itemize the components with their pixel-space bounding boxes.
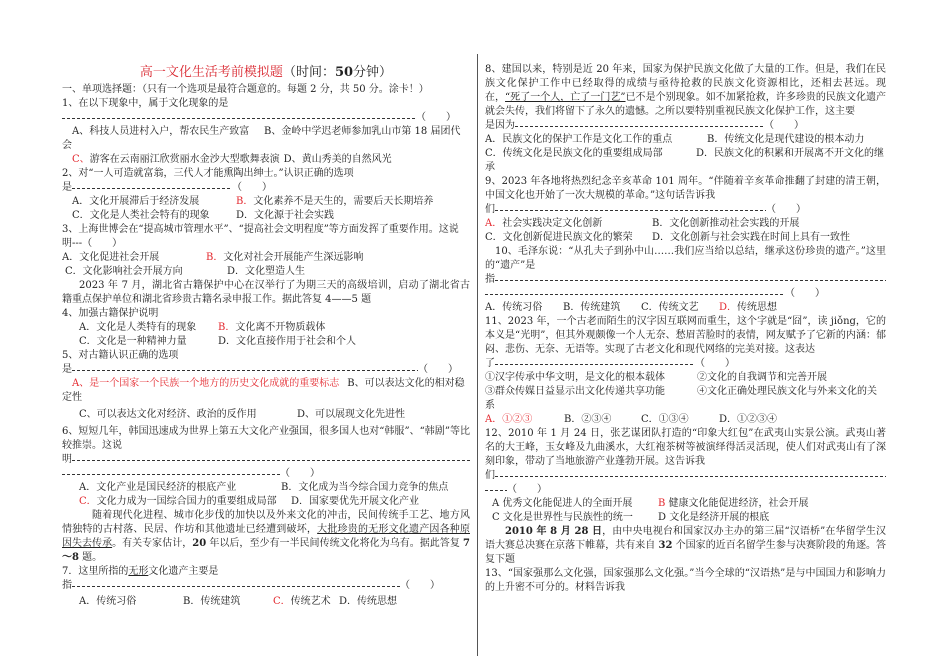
answer-line xyxy=(485,469,886,483)
option-text: 社会实践决定文化创新 xyxy=(502,218,603,229)
option-a xyxy=(79,321,218,335)
option-text: 文化是人类特有的现象 xyxy=(96,322,197,333)
option-label: A． xyxy=(79,482,97,493)
statement-2: ②文化的自我调节和完善开展 xyxy=(697,372,827,383)
question-7 xyxy=(62,565,470,609)
options-row xyxy=(62,265,470,279)
option-a xyxy=(72,377,347,391)
question-stem: 9、2023 年各地将热烈纪念辛亥革命 101 周年。“伴随着辛亥革命推翻了封建的清王朝，中国文化也开始了一次大规模的革命。”这句话告诉我 xyxy=(485,176,886,201)
option-c xyxy=(79,408,297,422)
option-d xyxy=(218,336,356,347)
passage-text: 题。 xyxy=(78,552,103,563)
option-text: 文化对社会开展能产生深远影响 xyxy=(223,252,364,263)
dash-leader xyxy=(485,287,785,301)
option-label: D． xyxy=(696,148,715,159)
question-9 xyxy=(485,175,886,245)
title-time-value: 50 xyxy=(334,65,354,80)
option-text: ①③④ xyxy=(658,414,689,425)
option-text: 传统思想 xyxy=(737,302,778,313)
stem-text: 8、建国以来，特别是近 20 年来，国家为保护民族文化做了大量的工作。但是，我们在民族文化保护工作中已经取得的成绩与亟待抢救的民族文化资源相比，还相去甚远。现在， xyxy=(485,64,886,103)
option-b xyxy=(281,482,448,493)
option-text: 健康文化能促进经济，社会开展 xyxy=(668,498,809,509)
answer-line xyxy=(485,287,886,301)
option-label: C、 xyxy=(79,409,97,420)
option-text: 文化是人类社会特有的现象 xyxy=(89,210,210,221)
question-10 xyxy=(485,245,886,315)
option-c xyxy=(72,209,236,223)
option-text: 传统文艺 xyxy=(658,302,699,313)
statement-1: ①汉字传承中华文明，是文化的根本载体 xyxy=(485,372,665,383)
option-label: B． xyxy=(652,218,670,229)
option-label: B． xyxy=(281,482,299,493)
option-text: 传统文化是民族文化的重要组成局部 xyxy=(502,148,663,159)
question-stem: 11、2023 年，一个古老而陌生的汉字因互联网而重生，这个字就是“囧”，读 jiǒng，它的本义是“光明”，但其外观颇像一个人无奈、愁眉苦脸时的表情，网友赋予了它新的内涵：郁闷、悲伤、无奈、无语等。实现了古老文化和现代网络的完美对接。这表达 xyxy=(485,316,886,355)
question-stem: 2、对“一人可造就富翁，三代人才能熏陶出绅士。”认识正确的选项 xyxy=(62,168,354,179)
title-time-suffix: 分钟） xyxy=(353,65,393,80)
options-row xyxy=(485,147,886,175)
option-label: D． xyxy=(218,336,237,347)
dash-leader xyxy=(485,483,507,497)
option-label: D． xyxy=(719,414,738,425)
options-row xyxy=(62,251,470,265)
answer-line xyxy=(62,181,470,195)
option-b xyxy=(563,301,641,315)
option-text: 文化是经济开展的根底 xyxy=(669,512,770,523)
option-label: C． xyxy=(79,496,97,507)
question-stem: 1、在以下现象中，属于文化现象的是 xyxy=(62,98,229,109)
statements-row xyxy=(485,385,886,413)
passage-bold-number: 20 xyxy=(192,538,207,549)
stem-continuation: 是 xyxy=(62,182,72,193)
option-label: A xyxy=(492,498,503,509)
option-b xyxy=(652,218,799,229)
option-text: 民族文化的积累和开展离不开文化的继承 xyxy=(485,148,885,173)
passage-question-13 xyxy=(485,525,886,567)
option-text: 传统建筑 xyxy=(200,596,241,607)
question-stem: 6、短短几年，韩国迅速成为世界上第五大文化产业强国，很多国人也对“韩服”、“韩剧”等比较推崇。这说 xyxy=(62,426,470,451)
passage-text: 。有关专家估计， xyxy=(112,538,193,549)
option-text: 文化素养不是天生的，需要后天长期培养 xyxy=(253,196,434,207)
answer-line xyxy=(485,357,886,371)
answer-blank: （ ） xyxy=(232,182,272,193)
answer-blank: （ ） xyxy=(416,112,456,123)
option-c xyxy=(641,301,719,315)
option-text: 文化是一种精神力量 xyxy=(96,336,187,347)
options-row xyxy=(62,595,470,609)
question-2 xyxy=(62,167,470,223)
option-d xyxy=(719,302,777,313)
answer-line xyxy=(485,119,886,133)
option-text: 文化力成为一国综合国力的重要组成局部 xyxy=(96,496,277,507)
option-c xyxy=(485,147,696,161)
question-stem: 10、毛泽东说：“从孔夫子到孙中山……我们应当给以总结，继承这份珍贵的遗产。”这里的“遗产”是 xyxy=(485,246,886,271)
options-row xyxy=(62,209,470,223)
option-a xyxy=(485,133,707,147)
dash-leader xyxy=(72,579,400,593)
stem-continuation: 了 xyxy=(485,358,495,369)
options-row xyxy=(485,231,886,245)
dash-leader xyxy=(495,469,886,483)
option-label: A． xyxy=(62,252,80,263)
option-label: A、 xyxy=(72,378,90,389)
option-label: D． xyxy=(291,496,310,507)
statement-4: ④文化正确处理民族文化与外来文化的关系 xyxy=(485,386,877,411)
page-title xyxy=(62,64,470,82)
passage-text: 个国家的近百名留学生参与决赛阶段的角逐。答复下题 xyxy=(485,540,886,565)
option-label: C． xyxy=(485,148,503,159)
option-label: D． xyxy=(236,210,255,221)
question-11 xyxy=(485,315,886,427)
option-a xyxy=(485,217,652,231)
option-text: 文化产业是国民经济的根底产业 xyxy=(96,482,237,493)
stem-underlined-quote: “死了一个人，亡了一门艺” xyxy=(505,92,626,103)
option-label: B、 xyxy=(347,378,365,389)
option-text: 文化塑造人生 xyxy=(245,266,306,277)
option-label: B． xyxy=(563,302,581,313)
option-d xyxy=(719,414,777,425)
dash-leader xyxy=(515,119,764,133)
question-stem: 5、对古籍认识正确的选项 xyxy=(62,350,179,361)
option-d xyxy=(658,512,769,523)
right-column xyxy=(485,63,886,653)
option-label: B． xyxy=(183,596,201,607)
dash-leader xyxy=(72,453,470,467)
option-text: 传统艺术 xyxy=(290,596,331,607)
option-c xyxy=(485,231,652,245)
option-b xyxy=(218,322,325,333)
stem-continuation: 是 xyxy=(62,364,72,375)
options-row xyxy=(62,153,470,167)
options-row xyxy=(62,335,470,349)
question-stem-line xyxy=(62,223,470,251)
option-text: 传统建筑 xyxy=(580,302,621,313)
question-stem: 12、2010 年 1 月 24 日，张艺谋团队打造的“印象大红包”在武夷山实景公演。武夷山著名的大王峰，玉女峰及九曲溪水，大红袍茶树等被演绎得活灵活现，使人们对武夷山有了深刻印象，带动了当地旅游产业蓬勃开展。这告诉我 xyxy=(485,428,886,467)
options-row xyxy=(485,497,886,511)
option-b xyxy=(658,498,809,509)
option-text: 传统习俗 xyxy=(96,596,137,607)
stem-continuation: 是因为 xyxy=(485,120,515,131)
title-time-prefix: （时间： xyxy=(282,65,335,80)
option-label: D． xyxy=(652,232,671,243)
answer-line xyxy=(485,483,886,497)
option-d xyxy=(227,266,305,277)
answer-line xyxy=(485,203,886,217)
option-text: 文化直接作用于社会和个人 xyxy=(236,336,357,347)
option-text: 文化影响社会开展方向 xyxy=(82,266,183,277)
answer-blank: （ ） xyxy=(418,364,458,375)
answer-line xyxy=(62,111,470,125)
answer-line xyxy=(62,467,470,481)
passage-underlined-text: 大批珍贵的无形文化遗产因各种原因失去传承 xyxy=(62,524,470,549)
column-divider xyxy=(477,54,478,656)
option-label: A． xyxy=(485,414,503,425)
options-row xyxy=(485,133,886,147)
option-text: 文化源于社会实践 xyxy=(254,210,335,221)
statement-3: ③群众传媒日益显示出文化传递共享功能 xyxy=(485,386,665,397)
option-text: 可以展现文化先进性 xyxy=(315,409,406,420)
stem-continuation: 明 xyxy=(62,454,72,465)
option-label: B xyxy=(658,498,669,509)
answer-line xyxy=(62,579,470,593)
option-a xyxy=(72,195,236,209)
option-label: A． xyxy=(72,196,90,207)
option-c xyxy=(72,153,284,167)
dash-leader xyxy=(72,181,232,195)
options-row xyxy=(62,481,470,495)
option-b xyxy=(564,413,641,427)
option-label: C． xyxy=(79,336,97,347)
option-label: A． xyxy=(79,322,97,333)
answer-line xyxy=(62,453,470,467)
option-text: 是一个国家一个民族一个地方的历史文化成就的重要标志 xyxy=(89,378,340,389)
option-label: A． xyxy=(79,596,97,607)
passage-questions-4-5: 2023 年 7 月，湖北省古籍保护中心在汉举行了为期三天的高级培训，启动了湖北省古籍重点保护单位和湖北省珍贵古籍名录申报工作。据此答复 4——5 题 xyxy=(62,280,470,305)
option-label: C． xyxy=(273,596,291,607)
question-6 xyxy=(62,425,470,509)
option-label: C． xyxy=(485,232,503,243)
stem-continuation: 们 xyxy=(485,470,495,481)
question-13 xyxy=(485,567,886,595)
option-c xyxy=(79,495,291,509)
option-text: 金岭中学迟老师参加乳山市第 18 届团代会 xyxy=(62,126,461,151)
question-8 xyxy=(485,63,886,175)
option-label: C． xyxy=(641,414,659,425)
option-label: B、 xyxy=(264,126,282,137)
answer-line xyxy=(485,273,886,287)
question-5 xyxy=(62,349,470,422)
option-text: 文化开展滞后于经济发展 xyxy=(89,196,200,207)
dash-leader xyxy=(62,467,280,481)
option-text: ①②③④ xyxy=(737,414,778,425)
question-stem xyxy=(485,63,886,119)
option-label: B． xyxy=(218,322,236,333)
option-a xyxy=(79,481,281,495)
answer-blank: （ ） xyxy=(82,238,123,249)
option-b xyxy=(206,252,363,263)
dash-leader xyxy=(495,203,766,217)
option-label: A． xyxy=(485,302,503,313)
passage-text: ，由中央电视台和国家汉办主办的第三届“汉语桥”在华留学生汉语大赛总决赛在京落下帷幕，共有来自 xyxy=(485,526,886,551)
option-d xyxy=(339,596,397,607)
option-d xyxy=(297,409,405,420)
section-heading: 一、单项选择题：（只有一个选项是最符合题意的。每题 2 分，共 50 分。涂卡！） xyxy=(62,84,429,95)
stem-text: 文化遗产主要是 xyxy=(148,566,219,577)
option-text: 黄山秀美的自然风光 xyxy=(301,154,392,165)
options-row xyxy=(62,195,470,209)
option-label: A． xyxy=(485,218,503,229)
option-label: D． xyxy=(719,302,738,313)
answer-blank: （ ） xyxy=(695,358,735,369)
option-b xyxy=(707,134,864,145)
options-row xyxy=(485,511,886,525)
answer-blank: （ ） xyxy=(785,288,825,299)
option-label: D、 xyxy=(283,154,302,165)
option-a xyxy=(492,497,658,511)
option-a xyxy=(79,595,183,609)
answer-blank: （ ） xyxy=(400,580,440,591)
option-b xyxy=(236,196,433,207)
option-c xyxy=(79,335,218,349)
option-a xyxy=(485,413,564,427)
option-label: C． xyxy=(65,266,83,277)
option-text: ①②③ xyxy=(502,414,533,425)
passage-bold-range: 7～8 xyxy=(62,538,470,563)
options-row xyxy=(485,413,886,427)
option-text: 文化成为当今综合国力竞争的焦点 xyxy=(298,482,449,493)
statements-row xyxy=(485,371,886,385)
option-text: 传统文化是现代建设的根本动力 xyxy=(724,134,865,145)
option-label: B． xyxy=(236,196,254,207)
options-row xyxy=(62,321,470,335)
options-row xyxy=(485,301,886,315)
question-stem xyxy=(62,565,470,579)
option-text: 游客在云南丽江欣赏丽水金沙大型歌舞表演 xyxy=(89,154,280,165)
option-text: ②③④ xyxy=(581,414,612,425)
option-d xyxy=(291,496,419,507)
options-row xyxy=(485,217,886,231)
option-a xyxy=(485,301,563,315)
option-text: 文化创新推动社会实践的开展 xyxy=(669,218,800,229)
options-row xyxy=(62,125,470,153)
stem-underlined: 无形 xyxy=(128,566,149,577)
answer-blank: （ ） xyxy=(766,204,806,215)
option-b xyxy=(183,595,273,609)
option-label: C xyxy=(492,512,503,523)
option-text: 文化促进社会开展 xyxy=(79,252,160,263)
dash-leader xyxy=(495,273,886,287)
option-text: 科技人员进村入户，帮农民生产致富 xyxy=(89,126,250,137)
options-row xyxy=(62,408,470,422)
option-c xyxy=(492,511,658,525)
option-d xyxy=(652,232,850,243)
passage-bold-number: 32 xyxy=(658,540,673,551)
stem-continuation: 们 xyxy=(485,204,495,215)
options-row xyxy=(62,495,470,509)
dash-leader xyxy=(72,363,418,377)
title-main: 高一文化生活考前模拟题 xyxy=(139,65,283,80)
question-stem: 3、上海世博会在“提高城市管理水平”、“提高社会文明程度”等方面发挥了重要作用。这说明--- xyxy=(62,224,459,249)
option-text: 可以表达文化的相对稳定性 xyxy=(62,378,465,403)
option-label: B． xyxy=(206,252,224,263)
option-a xyxy=(62,251,206,265)
option-text: 传统思想 xyxy=(357,596,398,607)
option-label: A、 xyxy=(72,126,90,137)
answer-blank: （ ） xyxy=(764,120,804,131)
question-12 xyxy=(485,427,886,525)
option-label: D． xyxy=(227,266,246,277)
option-text: 文化创新促进民族文化的繁荣 xyxy=(502,232,633,243)
question-3 xyxy=(62,223,470,279)
option-c xyxy=(65,265,227,279)
option-text: 可以表达文化对经济、政治的反作用 xyxy=(96,409,257,420)
option-label: C、 xyxy=(72,154,90,165)
option-label: B． xyxy=(564,414,582,425)
option-text: 优秀文化能促进人的全面开展 xyxy=(502,498,633,509)
option-text: 国家要优先开展文化产业 xyxy=(309,496,420,507)
dash-leader xyxy=(62,111,416,125)
option-label: D、 xyxy=(297,409,316,420)
option-text: 文化是世界性与民族性的统一 xyxy=(502,512,633,523)
question-1 xyxy=(62,97,470,167)
option-c xyxy=(273,595,339,609)
option-c xyxy=(641,413,719,427)
question-stem: 4、加强古籍保护说明 xyxy=(62,308,159,319)
option-label: D． xyxy=(339,596,358,607)
stem-text: 7．这里所指的 xyxy=(62,566,129,577)
left-column xyxy=(62,64,470,652)
dash-leader xyxy=(495,357,695,371)
option-text: 民族文化的保护工作是文化工作的重点 xyxy=(502,134,673,145)
passage-questions-7-8 xyxy=(62,509,470,565)
option-text: 传统习俗 xyxy=(502,302,543,313)
option-label: C． xyxy=(72,210,90,221)
question-stem: 13、“国家强那么文化强，国家强那么文化强。”当今全球的“汉语热”是与中国国力和影响力的上升密不可分的。材料告诉我 xyxy=(485,568,886,593)
option-label: D xyxy=(658,512,670,523)
option-text: 文化创新与社会实践在时间上具有一致性 xyxy=(670,232,851,243)
stem-continuation: 指 xyxy=(485,274,495,285)
stem-text: 已不是个别现象。如不加紧抢救，许多珍贵的民族文化遗产就会失传，我们将留下了永久的遗憾。之所以要特别重视民族文化保护工作，这主要 xyxy=(485,92,886,117)
option-label: C． xyxy=(641,302,659,313)
answer-line xyxy=(62,363,470,377)
option-d xyxy=(236,210,334,221)
option-text: 文化离不开物质载体 xyxy=(235,322,326,333)
stem-continuation: 指 xyxy=(62,580,72,591)
passage-bold-date: 2010 年 8 月 28 日 xyxy=(505,526,603,537)
option-d xyxy=(284,154,392,165)
option-a xyxy=(72,125,264,139)
answer-blank: （ ） xyxy=(507,484,547,495)
option-label: B． xyxy=(707,134,725,145)
passage-text: 随着现代化进程、城市化步伐的加快以及外来文化的冲击，民间传统手工艺、地方风情独特的古村落、民居、作坊和其他遗址已经遭到破坏， xyxy=(62,510,470,535)
passage-text: 年以后，至少有一半民间传统文化将化为乌有。据此答复 xyxy=(206,538,464,549)
option-label: A． xyxy=(485,134,503,145)
answer-blank: （ ） xyxy=(280,468,320,479)
question-4 xyxy=(62,307,470,349)
options-row xyxy=(62,377,470,405)
